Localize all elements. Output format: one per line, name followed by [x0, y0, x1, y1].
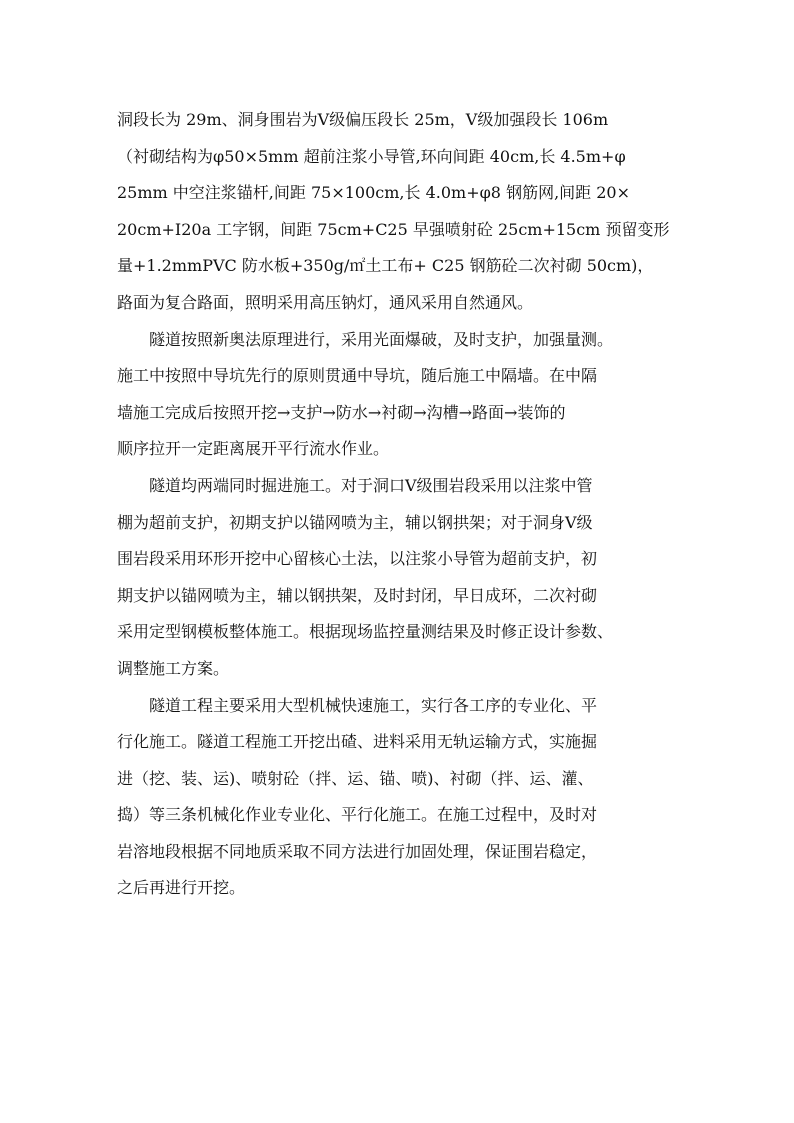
text-line: 路面为复合路面，照明采用高压钠灯，通风采用自然通风。 [117, 292, 534, 312]
text-line: 25mm 中空注浆锚杆,间距 75×100cm,长 4.0m+φ8 钢筋网,间距 20× [117, 183, 631, 203]
text-line: 墙施工完成后按照开挖→支护→防水→衬砌→沟槽→路面→装饰的 [117, 402, 566, 422]
text-line: 隧道按照新奥法原理进行，采用光面爆破，及时支护，加强量测。 [149, 329, 614, 349]
text-line: 之后再进行开挖。 [117, 878, 246, 898]
text-line: 调整施工方案。 [117, 658, 230, 678]
paragraph-excavation-method [117, 468, 683, 688]
text-line: 隧道工程主要采用大型机械快速施工，实行各工序的专业化、平 [149, 695, 598, 715]
document-body [117, 102, 683, 907]
text-line: 期支护以锚网喷为主，辅以钢拱架，及时封闭，早日成环，二次衬砌 [117, 585, 598, 605]
text-line: 量+1.2mmPVC 防水板+350g/㎡土工布+ C25 钢筋砼二次衬砌 50cm)， [117, 256, 654, 276]
text-line: 施工中按照中导坑先行的原则贯通中导坑，随后施工中隔墙。在中隔 [117, 366, 598, 386]
paragraph-mechanized-construction [117, 688, 683, 908]
text-line: 20cm+I20a 工字钢，间距 75cm+C25 早强喷射砼 25cm+15cm 预留变形 [117, 219, 670, 239]
text-line: 洞段长为 29m、洞身围岩为Ⅴ级偏压段长 25m，Ⅴ级加强段长 106m [117, 110, 609, 129]
text-line: 顺序拉开一定距离展开平行流水作业。 [117, 439, 390, 459]
text-line: 捣）等三条机械化作业专业化、平行化施工。在施工过程中，及时对 [117, 805, 598, 825]
text-line: 进（挖、装、运)、喷射砼（拌、运、锚、喷)、衬砌（拌、运、灌、 [117, 768, 594, 788]
text-line: 岩溶地段根据不同地质采取不同方法进行加固处理，保证围岩稳定， [117, 841, 598, 861]
text-line: 棚为超前支护，初期支护以锚网喷为主，辅以钢拱架；对于洞身Ⅴ级 [117, 512, 593, 532]
text-line: 围岩段采用环形开挖中心留核心土法，以注浆小导管为超前支护，初 [117, 549, 598, 569]
paragraph-construction-principle [117, 322, 683, 468]
paragraph-tunnel-structure [117, 102, 683, 322]
text-line: 隧道均两端同时掘进施工。对于洞口Ⅴ级围岩段采用以注浆中管 [149, 475, 593, 495]
text-line: 行化施工。隧道工程施工开挖出碴、进料采用无轨运输方式，实施掘 [117, 732, 598, 752]
text-line: （衬砌结构为φ50×5mm 超前注浆小导管,环向间距 40cm,长 4.5m+φ [117, 146, 626, 166]
text-line: 采用定型钢模板整体施工。根据现场监控量测结果及时修正设计参数、 [117, 622, 614, 642]
